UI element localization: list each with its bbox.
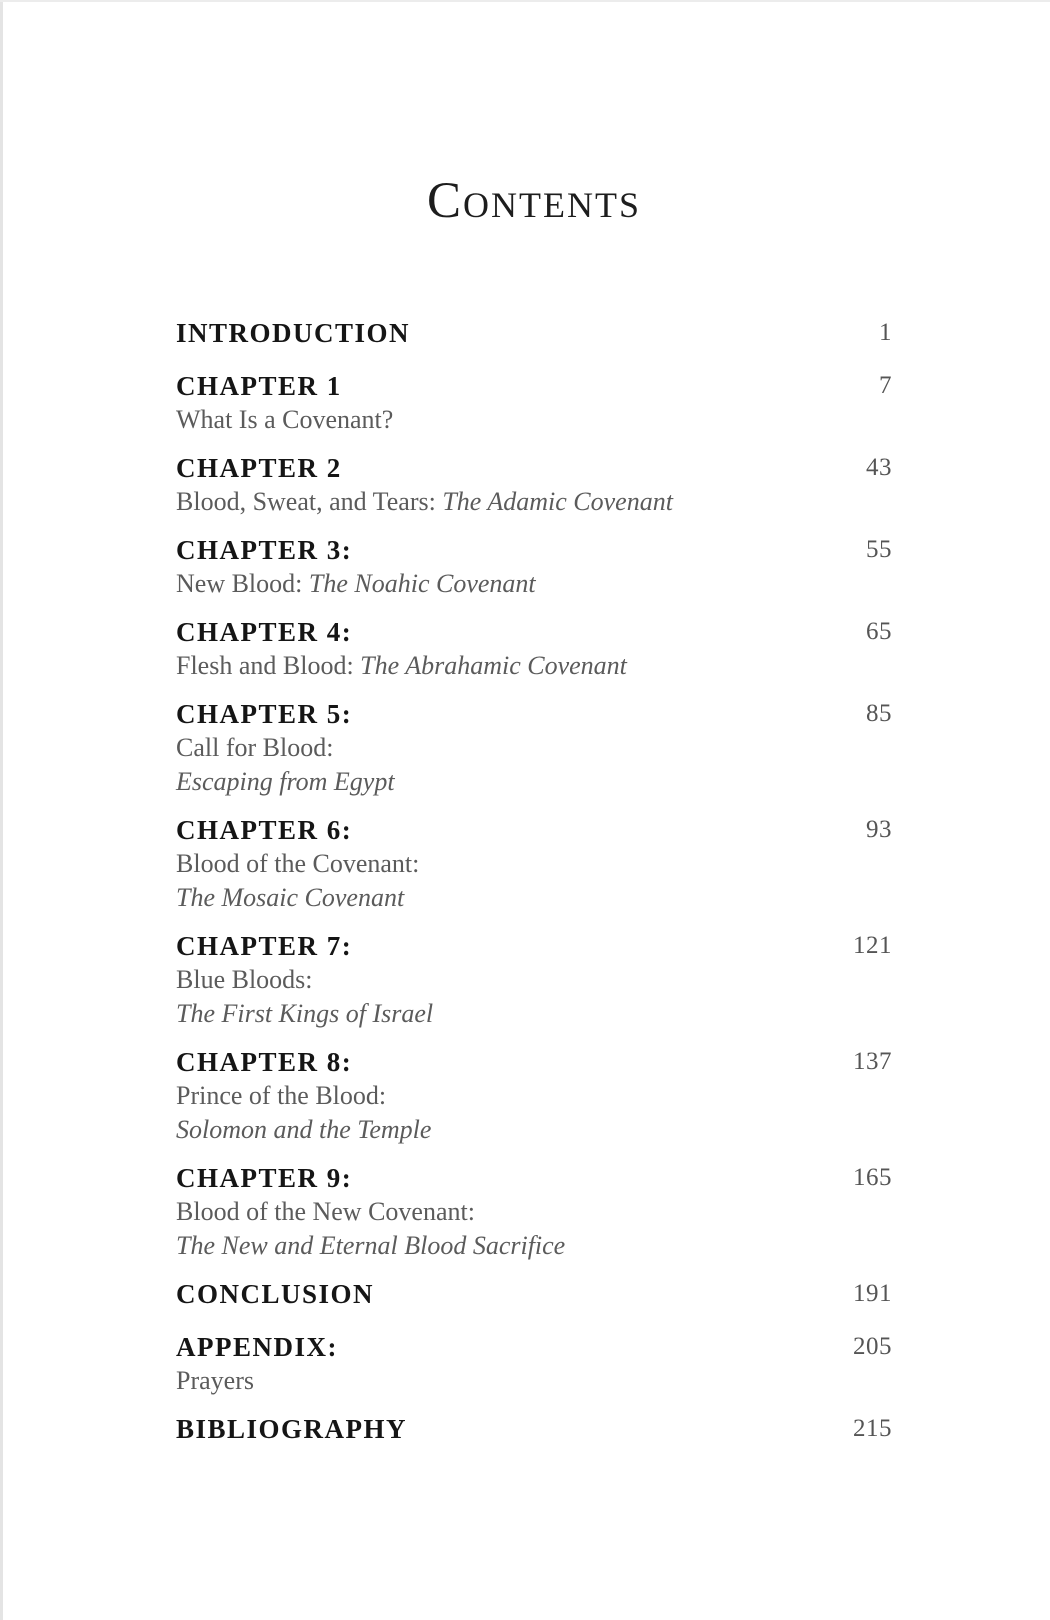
toc-entry-subtitle: Prayers — [176, 1366, 254, 1395]
toc-entry-chapter-6[interactable] — [176, 813, 892, 915]
toc-page-number: 121 — [853, 932, 892, 959]
toc-subtitle-italic: The Abrahamic Covenant — [360, 651, 627, 680]
toc-entry-label: CHAPTER 3: — [176, 535, 353, 565]
toc-entry-subtitle-italic: The Mosaic Covenant — [176, 883, 405, 912]
page-edge-left — [0, 0, 3, 1620]
toc-page-number: 93 — [866, 816, 892, 843]
toc-subtitle-text: Flesh and Blood: — [176, 651, 361, 680]
toc-entry-chapter-9[interactable] — [176, 1161, 892, 1263]
toc-page-number: 165 — [853, 1164, 892, 1191]
toc-entry-subtitle: Blood of the Covenant: — [176, 849, 420, 878]
toc-page-number: 215 — [853, 1415, 892, 1442]
toc-entry-subtitle: Blood of the New Covenant: — [176, 1197, 475, 1226]
toc-page-number: 7 — [879, 372, 892, 399]
toc-page-number: 65 — [866, 618, 892, 645]
toc-entry-chapter-1[interactable] — [176, 369, 892, 437]
toc-entry-bibliography[interactable] — [176, 1412, 892, 1446]
toc-subtitle-italic: The Noahic Covenant — [308, 569, 536, 598]
toc-entry-label: CHAPTER 8: — [176, 1047, 353, 1077]
toc-page-number: 205 — [853, 1333, 892, 1360]
toc-entry-label: CHAPTER 2 — [176, 453, 342, 483]
toc-entry-subtitle-italic: Escaping from Egypt — [176, 767, 395, 796]
toc-entry-label: CHAPTER 5: — [176, 699, 353, 729]
toc-page-number: 85 — [866, 700, 892, 727]
toc-entry-subtitle: Prince of the Blood: — [176, 1081, 387, 1110]
toc-entry-subtitle: Blue Bloods: — [176, 965, 313, 994]
toc-entry-label: CHAPTER 4: — [176, 617, 353, 647]
toc-page-number: 43 — [866, 454, 892, 481]
toc-entry-label: INTRODUCTION — [176, 318, 411, 348]
toc-entry-subtitle-italic: The New and Eternal Blood Sacrifice — [176, 1231, 566, 1260]
toc-entry-subtitle-italic: The First Kings of Israel — [176, 999, 434, 1028]
page-edge-top — [0, 0, 1050, 2]
toc-entry-label: CHAPTER 6: — [176, 815, 353, 845]
toc-entry-chapter-5[interactable] — [176, 697, 892, 799]
toc-entry-subtitle-italic: Solomon and the Temple — [176, 1115, 432, 1144]
toc-entry-label: BIBLIOGRAPHY — [176, 1414, 408, 1444]
toc-entry-label: CONCLUSION — [176, 1279, 375, 1309]
toc-entry-chapter-8[interactable] — [176, 1045, 892, 1147]
toc-entry-chapter-4[interactable] — [176, 615, 892, 683]
toc-entry-subtitle: Call for Blood: — [176, 733, 334, 762]
toc-entry-chapter-3[interactable] — [176, 533, 892, 601]
toc-subtitle-italic: The Adamic Covenant — [442, 487, 673, 516]
toc-entry-introduction[interactable] — [176, 316, 892, 350]
toc-page-number: 1 — [879, 319, 892, 346]
toc-entry-label: CHAPTER 9: — [176, 1163, 353, 1193]
table-of-contents — [176, 316, 892, 1465]
toc-page-number: 55 — [866, 536, 892, 563]
toc-entry-chapter-7[interactable] — [176, 929, 892, 1031]
toc-entry-subtitle — [176, 649, 892, 683]
toc-entry-subtitle — [176, 485, 892, 519]
toc-entry-conclusion[interactable] — [176, 1277, 892, 1311]
toc-entry-subtitle: What Is a Covenant? — [176, 405, 394, 434]
toc-subtitle-text: Blood, Sweat, and Tears: — [176, 487, 443, 516]
toc-entry-subtitle — [176, 567, 892, 601]
toc-entry-chapter-2[interactable] — [176, 451, 892, 519]
page-title: Contents — [426, 173, 641, 229]
toc-entry-label: CHAPTER 7: — [176, 931, 353, 961]
toc-entry-label: APPENDIX: — [176, 1332, 338, 1362]
toc-subtitle-text: New Blood: — [176, 569, 309, 598]
toc-page-number: 137 — [853, 1048, 892, 1075]
toc-entry-label: CHAPTER 1 — [176, 371, 342, 401]
toc-entry-appendix[interactable] — [176, 1330, 892, 1398]
toc-page-number: 191 — [853, 1280, 892, 1307]
